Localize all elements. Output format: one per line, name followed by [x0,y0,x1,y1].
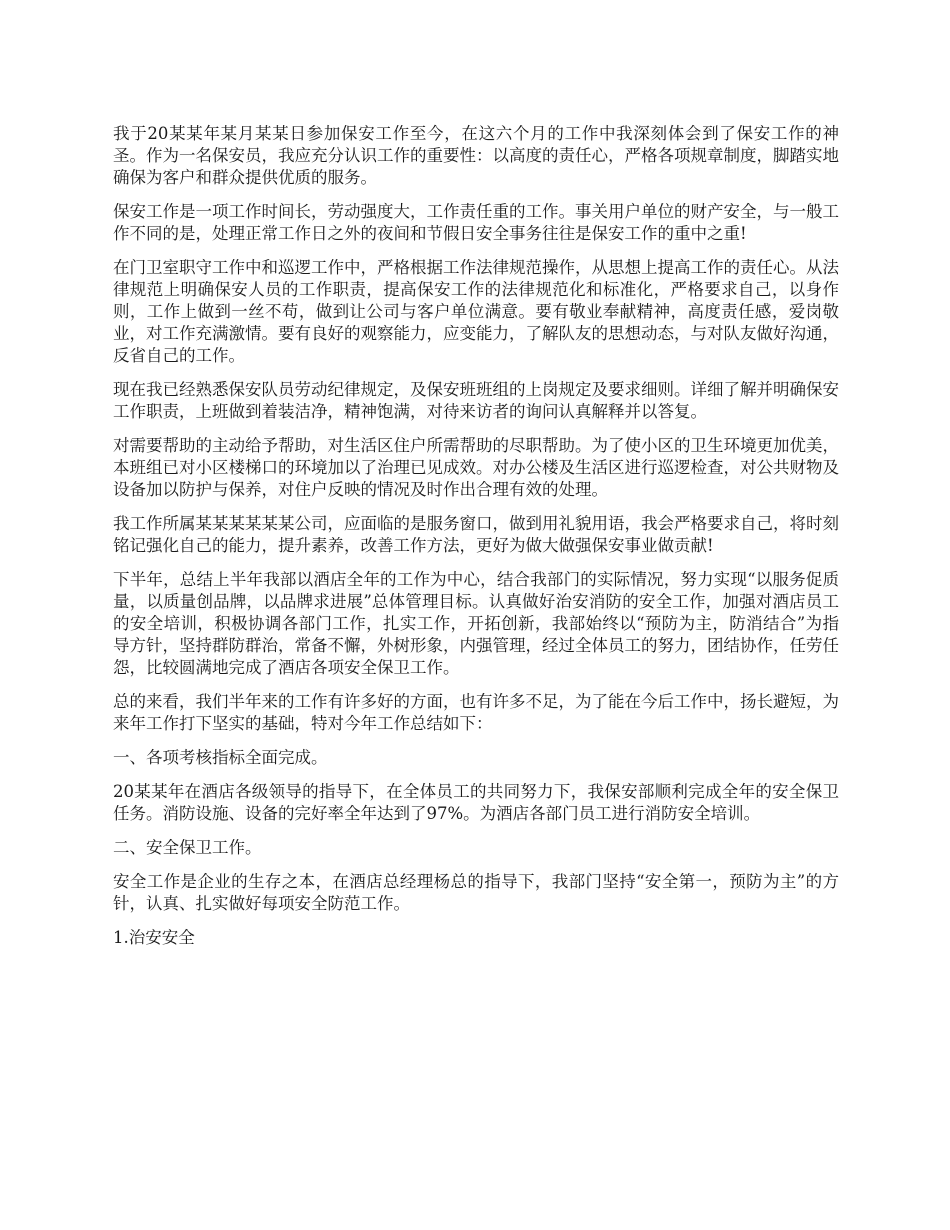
paragraph-intro: 我于20某某年某月某某日参加保安工作至今，在这六个月的工作中我深刻体会到了保安工作的神圣。作为一名保安员，我应充分认识工作的重要性：以高度的责任心，严格各项规章制度，脚踏实地确保为客户和群众提供优质的服务。 [113,124,839,187]
paragraph-targets: 20某某年在酒店各级领导的指导下，在全体员工的共同努力下，我保安部顺利完成全年的安全保卫任务。消防设施、设备的完好率全年达到了97%。为酒店各部门员工进行消防安全培训。 [113,782,839,823]
paragraph-company: 我工作所属某某某某某某公司，应面临的是服务窗口，做到用礼貌用语，我会严格要求自己，将时刻铭记强化自己的能力，提升素养，改善工作方法，更好为做大做强保安事业做贡献! [113,514,839,555]
paragraph-summary: 总的来看，我们半年来的工作有许多好的方面，也有许多不足，为了能在今后工作中，扬长避短，为来年工作打下坚实的基础，特对今年工作总结如下： [113,692,839,733]
paragraph-safety: 安全工作是企业的生存之本，在酒店总经理杨总的指导下，我部门坚持“安全第一，预防为主”的方针，认真、扎实做好每项安全防范工作。 [113,872,839,913]
document-body [113,123,839,961]
heading-subsection-1: 1.治安安全 [113,928,195,947]
paragraph-rules: 现在我已经熟悉保安队员劳动纪律规定，及保安班班组的上岗规定及要求细则。详细了解并明确保安工作职责，上班做到着装洁净，精神饱满，对待来访者的询问认真解释并以答复。 [113,380,839,421]
heading-section-1: 一、各项考核指标全面完成。 [113,748,328,767]
paragraph-duty-patrol: 在门卫室职守工作中和巡逻工作中，严格根据工作法律规范操作，从思想上提高工作的责任心。从法律规范上明确保安人员的工作职责，提高保安工作的法律规范化和标准化，严格要求自己，以身作则，工作上做到一丝不苟，做到让公司与客户单位满意。要有敬业奉献精神，高度责任感，爱岗敬业，对工作充满激情。要有良好的观察能力，应变能力，了解队友的思想动态，与对队友做好沟通，反省自己的工作。 [113,258,839,365]
paragraph-second-half: 下半年，总结上半年我部以酒店全年的工作为中心，结合我部门的实际情况，努力实现“以服务促质量，以质量创品牌，以品牌求进展”总体管理目标。认真做好治安消防的安全工作，加强对酒店员工的安全培训，积极协调各部门工作，扎实工作，开拓创新，我部始终以“预防为主，防消结合”为指导方针，坚持群防群治，常备不懈，外树形象，内强管理，经过全体员工的努力，团结协作，任劳任怨，比较圆满地完成了酒店各项安全保卫工作。 [113,570,839,677]
paragraph-help: 对需要帮助的主动给予帮助，对生活区住户所需帮助的尽职帮助。为了使小区的卫生环境更加优美，本班组已对小区楼梯口的环境加以了治理已见成效。对办公楼及生活区进行巡逻检查，对公共财物及设备加以防护与保养，对住户反映的情况及时作出合理有效的处理。 [113,436,839,499]
heading-section-2: 二、安全保卫工作。 [113,838,262,857]
paragraph-work-nature: 保安工作是一项工作时间长，劳动强度大，工作责任重的工作。事关用户单位的财产安全，与一般工作不同的是，处理正常工作日之外的夜间和节假日安全事务往往是保安工作的重中之重! [113,202,839,243]
